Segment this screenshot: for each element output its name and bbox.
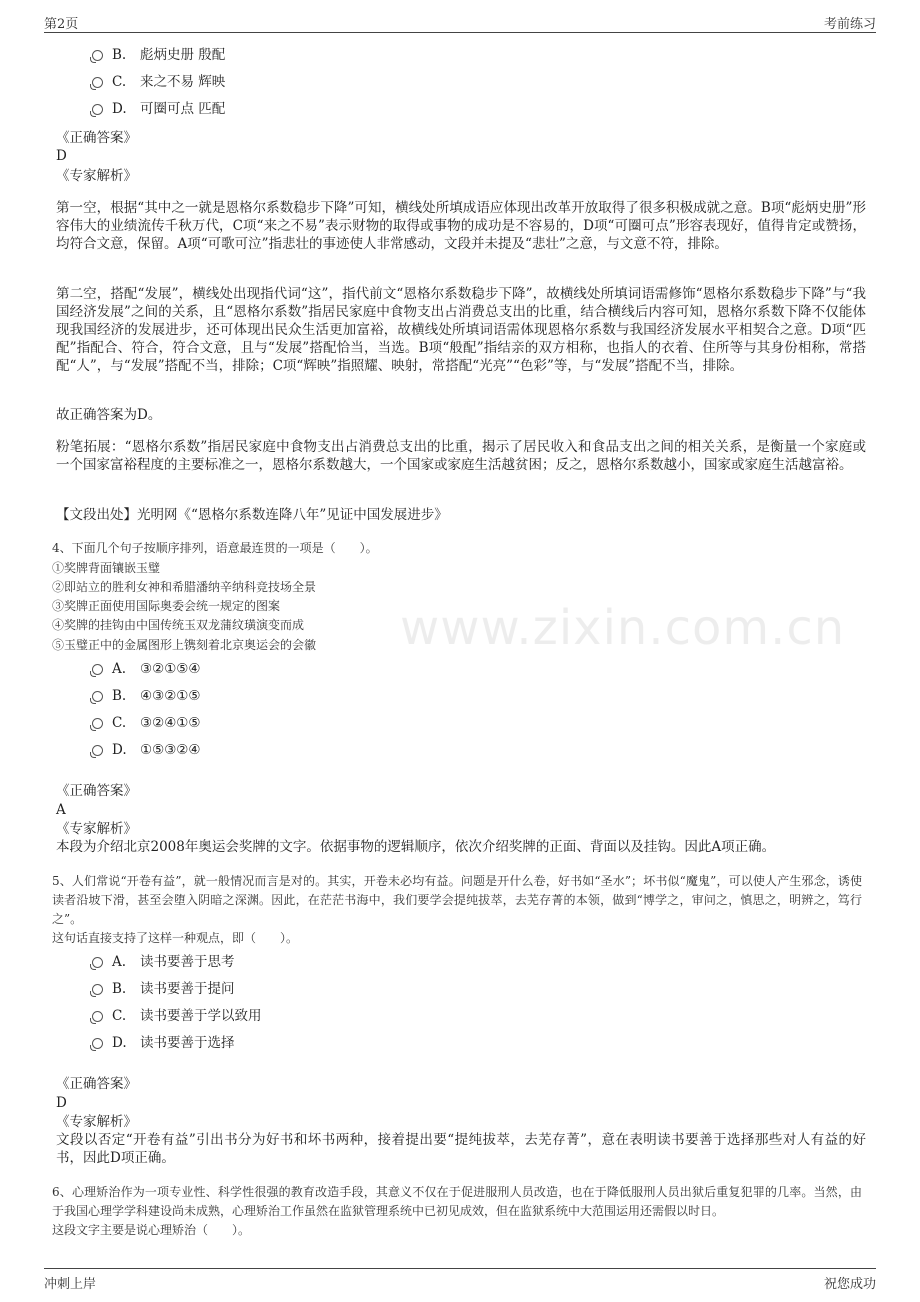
q4-item-2: ②即站立的胜利女神和希腊潘纳辛纳科竞技场全景: [52, 580, 317, 594]
q5-option-c[interactable]: C. 读书要善于学以致用: [92, 1007, 262, 1025]
q3-extension: 粉笔拓展：“恩格尔系数”指居民家庭中食物支出占消费总支出的比重，揭示了居民收入和食品支出之间的相关关系，是衡量一个家庭或一个国家富裕程度的主要标准之一，恩格尔系数越大，一个国家或家庭生活越贫困；反之，恩格尔系数越小，国家或家庭生活越富裕。: [56, 439, 866, 473]
radio-icon[interactable]: [92, 50, 103, 61]
footer-left: 冲刺上岸: [44, 1277, 97, 1292]
q4-answer-label: 《正确答案》: [56, 783, 137, 799]
q4-stem: 4、下面几个句子按顺序排列，语意最连贯的一项是（ ）。: [52, 541, 378, 555]
q3-option-c[interactable]: C. 来之不易 辉映: [92, 73, 225, 91]
q5-analysis: 文段以否定“开卷有益”引出书分为好书和坏书两种，接着提出要“提纯拔萃，去芜存菁”，意在表明读书要善于选择那些对人有益的好书，因此D项正确。: [56, 1132, 866, 1166]
q5-stem: 5、人们常说“开卷有益”，就一般情况而言是对的。其实，开卷未必均有益。问题是开什么卷，好书如“圣水”；坏书似“魔鬼”，可以使人产生邪念，诱使读者沿坡下滑，甚至会堕入阴暗之深渊。因此，在茫茫书海中，我们要学会提纯拔萃，去芜存菁的本领，做到“博学之，审问之，慎思之，明辨之，笃行之”。: [52, 874, 862, 926]
q4-option-c[interactable]: C. ③②④①⑤: [92, 714, 201, 732]
radio-icon[interactable]: [92, 984, 103, 995]
q3-analysis-label: 《专家解析》: [56, 168, 137, 184]
q4-item-4: ④奖牌的挂钩由中国传统玉双龙蒲纹璜演变而成: [52, 618, 305, 632]
header-title: 考前练习: [823, 17, 876, 32]
q4-item-5: ⑤玉璧正中的金属图形上镌刻着北京奥运会的会徽: [52, 638, 317, 652]
q5-question: 这句话直接支持了这样一种观点，即（ ）。: [52, 931, 299, 945]
q4-item-3: ③奖牌正面使用国际奥委会统一规定的图案: [52, 599, 281, 613]
q4-analysis: 本段为介绍北京2008年奥运会奖牌的文字。依据事物的逻辑顺序，依次介绍奖牌的正面、背面以及挂钩。因此A项正确。: [56, 839, 776, 855]
q4-item-1: ①奖牌背面镶嵌玉璧: [52, 561, 161, 575]
q6-question: 这段文字主要是说心理矫治（ ）。: [52, 1223, 251, 1237]
page-header: [44, 10, 876, 33]
q3-answer-label: 《正确答案》: [56, 130, 137, 146]
radio-icon[interactable]: [92, 104, 103, 115]
q5-option-b[interactable]: B. 读书要善于提问: [92, 980, 235, 998]
q3-analysis-para1: 第一空，根据“其中之一就是恩格尔系数稳步下降”可知，横线处所填成语应体现出改革开放取得了很多积极成就之意。B项“彪炳史册”形容伟大的业绩流传千秋万代，C项“来之不易”表示财物的取得或事物的成功是不容易的，D项“可圈可点”形容表现好，值得肯定或赞扬，均符合文意，保留。A项“可歌可泣”指悲壮的事迹使人非常感动，文段并未提及“悲壮”之意，与文意不符，排除。: [56, 200, 866, 252]
q3-source: 【文段出处】光明网《“恩格尔系数连降八年”见证中国发展进步》: [56, 507, 448, 523]
radio-icon[interactable]: [92, 1011, 103, 1022]
q5-answer: D: [56, 1095, 67, 1111]
radio-icon[interactable]: [92, 957, 103, 968]
q3-analysis-para2: 第二空，搭配“发展”，横线处出现指代词“这”，指代前文“恩格尔系数稳步下降”，故横线处所填词语需修饰“恩格尔系数稳步下降”与“我国经济发展”之间的关系，且“恩格尔系数”指居民家庭中食物支出占消费总支出的比重，结合横线后内容可知，恩格尔系数下降不仅能体现我国经济的发展进步，还可体现出民众生活更加富裕，故横线处所填词语需体现恩格尔系数与我国经济发展水平相契合之意。D项“匹配”指配合、符合，符合文意，且与“发展”搭配恰当，当选。B项“般配”指结亲的双方相称，也指人的衣着、住所等与其身份相称，常搭配“人”，与“发展”搭配不当，排除；C项“辉映”指照耀、映射，常搭配“光亮”“色彩”等，与“发展”搭配不当，排除。: [56, 286, 866, 374]
radio-icon[interactable]: [92, 1038, 103, 1049]
q4-analysis-label: 《专家解析》: [56, 821, 137, 837]
q3-option-d[interactable]: D. 可圈可点 匹配: [92, 100, 225, 118]
radio-icon[interactable]: [92, 745, 103, 756]
q5-option-d[interactable]: D. 读书要善于选择: [92, 1034, 235, 1052]
q3-option-b[interactable]: B. 彪炳史册 殷配: [92, 46, 225, 64]
footer-right: 祝您成功: [823, 1277, 876, 1292]
q5-answer-label: 《正确答案》: [56, 1076, 137, 1092]
q6-stem: 6、心理矫治作为一项专业性、科学性很强的教育改造手段，其意义不仅在于促进服刑人员改造，也在于降低服刑人员出狱后重复犯罪的几率。当然，由于我国心理学学科建设尚未成熟，心理矫治工作虽然在监狱管理系统中已初见成效，但在监狱系统中大范围运用还需假以时日。: [52, 1185, 862, 1218]
radio-icon[interactable]: [92, 77, 103, 88]
page-footer: [44, 1268, 876, 1295]
q3-answer: D: [56, 148, 67, 164]
q5-option-a[interactable]: A. 读书要善于思考: [92, 953, 235, 971]
radio-icon[interactable]: [92, 664, 103, 675]
q5-analysis-label: 《专家解析》: [56, 1114, 137, 1130]
q4-option-b[interactable]: B. ④③②①⑤: [92, 687, 201, 705]
watermark: www.zixin.com.cn: [400, 600, 846, 656]
q4-answer: A: [56, 802, 66, 818]
radio-icon[interactable]: [92, 691, 103, 702]
page-number: 第2页: [44, 17, 79, 32]
q3-analysis-conclusion: 故正确答案为D。: [56, 407, 162, 423]
q4-option-d[interactable]: D. ①⑤③②④: [92, 741, 201, 759]
q4-option-a[interactable]: A. ③②①⑤④: [92, 660, 201, 678]
radio-icon[interactable]: [92, 718, 103, 729]
